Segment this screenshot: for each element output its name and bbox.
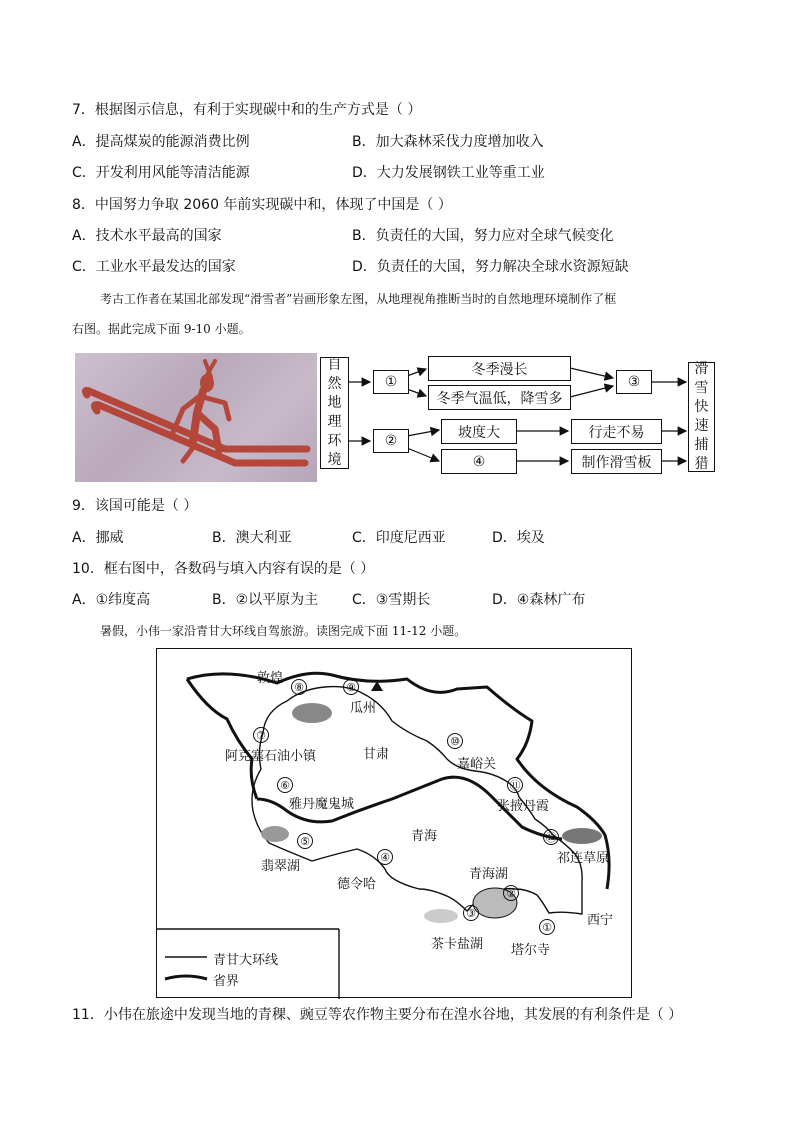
- q8-stem: 8．中国努力争取 2060 年前实现碳中和，体现了中国是（ ）: [72, 197, 452, 213]
- map-num-1: ①: [539, 919, 555, 935]
- legend-border-label: 省界: [213, 974, 240, 989]
- blank-4-box: ④: [441, 449, 517, 474]
- map-num-3: ③: [463, 905, 479, 921]
- label-gansu: 甘肃: [363, 747, 390, 762]
- blank-3-box: ③: [616, 370, 652, 394]
- q8-option-c: C．工业水平最发达的国家: [72, 259, 236, 275]
- q10-stem: 10．框右图中，各数码与填入内容有误的是（ ）: [72, 561, 375, 577]
- map-num-7: ⑦: [253, 727, 269, 743]
- label-yadan: 雅丹魔鬼城: [289, 797, 355, 812]
- slope-box: 坡度大: [441, 419, 517, 444]
- walk-hard-box: 行走不易: [571, 419, 662, 444]
- label-qinghai: 青海: [411, 829, 438, 844]
- q10-option-b: B．②以平原为主: [212, 592, 319, 608]
- label-feicui: 翡翠湖: [261, 859, 301, 874]
- intro1-line2: 右图。据此完成下面 9-10 小题。: [72, 322, 251, 336]
- q7-option-b: B．加大森林采伐力度增加收入: [352, 134, 544, 150]
- label-qilian: 祁连草原: [557, 851, 610, 866]
- flow-arrows: [0, 0, 794, 500]
- winter-long-box: 冬季漫长: [428, 356, 571, 381]
- label-taersi: 塔尔寺: [511, 943, 551, 958]
- map-num-5: ⑤: [297, 833, 313, 849]
- right-char: 雪: [694, 380, 709, 396]
- map-lines: [157, 649, 633, 999]
- right-char: 捕: [694, 437, 709, 453]
- q9-stem: 9．该国可能是（ ）: [72, 498, 198, 514]
- left-char: 然: [327, 376, 342, 392]
- map-num-8: ⑧: [291, 679, 307, 695]
- q7-stem: 7．根据图示信息，有利于实现碳中和的生产方式是（ ）: [72, 102, 422, 118]
- q10-option-a: A．①纬度高: [72, 592, 151, 608]
- q7-option-d: D．大力发展钢铁工业等重工业: [352, 165, 545, 181]
- map-num-10: ⑩: [447, 733, 463, 749]
- left-char: 理: [327, 414, 342, 430]
- right-char: 快: [694, 399, 709, 415]
- blank-1-box: ①: [373, 370, 409, 394]
- left-char: 自: [327, 357, 342, 373]
- q9-option-b: B．澳大利亚: [212, 530, 292, 546]
- intro1-line1: 考古工作者在某国北部发现“滑雪者”岩画形象左图，从地理视角推断当时的自然地理环境制作了框: [100, 292, 617, 306]
- q7-option-c: C．开发利用风能等清洁能源: [72, 165, 250, 181]
- q7-option-a: A．提高煤炭的能源消费比例: [72, 134, 250, 150]
- q9-option-c: C．印度尼西亚: [352, 530, 446, 546]
- legend-route-label: 青甘大环线: [213, 953, 279, 968]
- skiing-hunting-box: [688, 362, 715, 472]
- q8-option-b: B．负责任的大国，努力应对全球气候变化: [352, 228, 614, 244]
- map-num-4: ④: [377, 849, 393, 865]
- map-num-2: ②: [503, 885, 519, 901]
- label-zhangye: 张掖丹霞: [497, 799, 550, 814]
- map-num-9: ⑨: [343, 679, 359, 695]
- q11-stem: 11．小伟在旅途中发现当地的青稞、豌豆等农作物主要分布在湟水谷地，其发展的有利条件是（ ）: [72, 1007, 683, 1023]
- q8-option-a: A．技术水平最高的国家: [72, 228, 222, 244]
- right-char: 速: [694, 418, 709, 434]
- map-num-6: ⑥: [277, 777, 293, 793]
- q10-option-c: C．③雪期长: [352, 592, 431, 608]
- intro2: 暑假，小伟一家沿青甘大环线自驾旅游。读图完成下面 11-12 小题。: [100, 624, 467, 638]
- q8-option-d: D．负责任的大国，努力解决全球水资源短缺: [352, 259, 629, 275]
- left-char: 境: [327, 452, 342, 468]
- make-skis-box: 制作滑雪板: [571, 449, 662, 474]
- label-qinghaihu: 青海湖: [469, 867, 509, 882]
- right-char: 滑: [694, 361, 709, 377]
- q10-option-d: D．④森林广布: [492, 592, 586, 608]
- qinghai-gansu-route-map: [156, 648, 632, 998]
- label-akesai: 阿克塞石油小镇: [225, 749, 317, 764]
- natural-environment-box: [320, 357, 349, 469]
- winter-cold-box: 冬季气温低，降雪多: [428, 385, 571, 410]
- label-guazhou: 瓜州: [350, 701, 377, 716]
- right-char: 猎: [694, 456, 709, 472]
- label-xining: 西宁: [587, 913, 614, 928]
- blank-2-box: ②: [373, 429, 409, 453]
- label-dunhuang: 敦煌: [257, 671, 284, 686]
- left-char: 地: [327, 395, 342, 411]
- map-num-12: ⑫: [543, 829, 559, 845]
- label-chaka: 茶卡盐湖: [431, 937, 484, 952]
- label-delingha: 德令哈: [337, 877, 377, 892]
- left-char: 环: [327, 433, 342, 449]
- map-num-11: ⑪: [507, 777, 523, 793]
- label-jiayuguan: 嘉峪关: [457, 757, 497, 772]
- q9-option-d: D．埃及: [492, 530, 545, 546]
- q9-option-a: A．挪威: [72, 530, 124, 546]
